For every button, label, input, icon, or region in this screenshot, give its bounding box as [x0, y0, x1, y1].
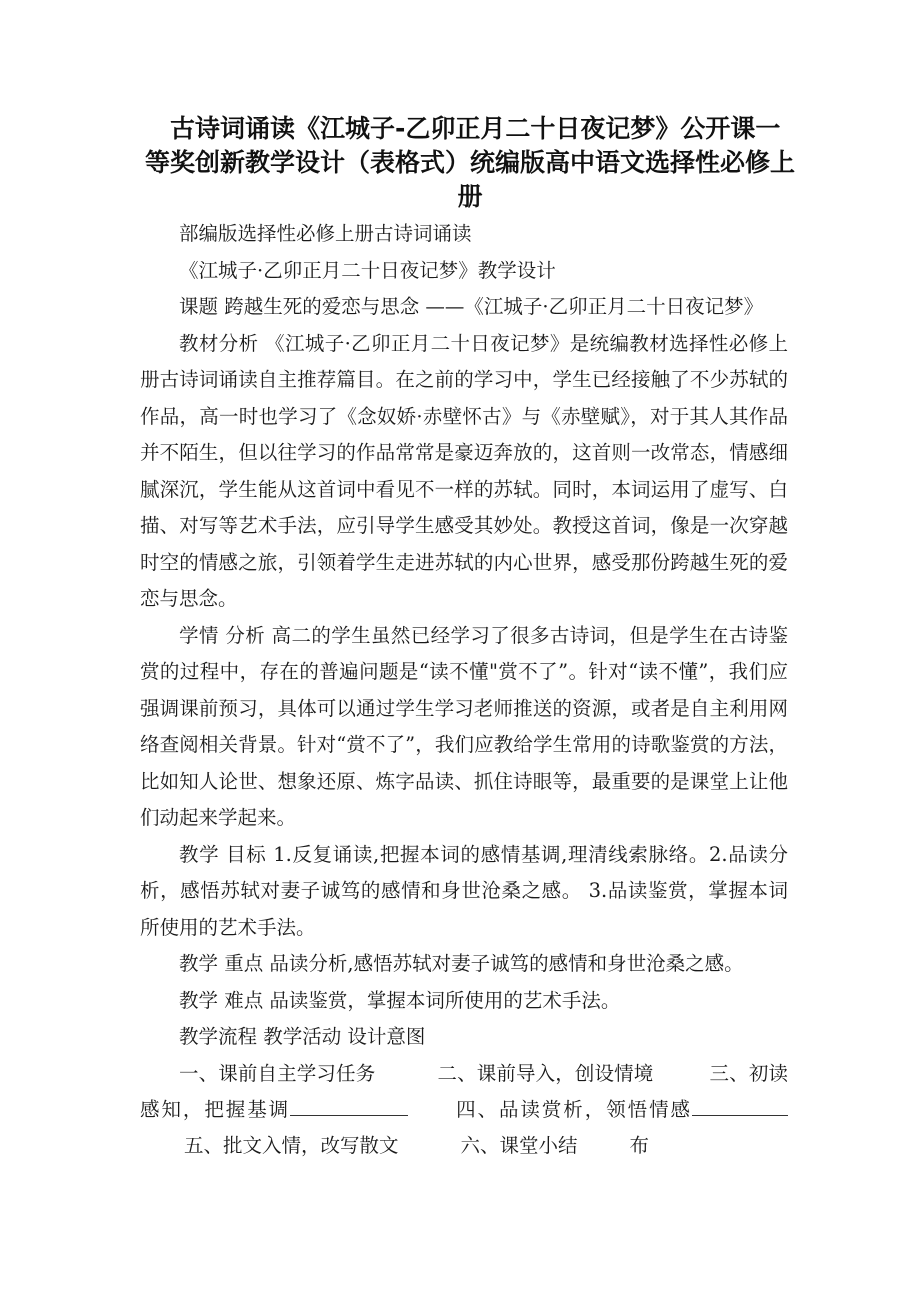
lesson-topic: 课题 跨越生死的爱恋与思念 ——《江城子·乙卯正月二十日夜记梦》 [179, 295, 764, 318]
teaching-difficulties: 教学 难点 品读鉴赏，掌握本词所使用的艺术手法。 [179, 988, 621, 1012]
flow-header: 教学流程 教学活动 设计意图 [179, 1025, 426, 1048]
title-line-3: 册 [457, 182, 483, 211]
flow-step-3: 初读感知，把握基调 [140, 1061, 788, 1121]
document-title [140, 112, 800, 214]
flow-step-5: 五、批文入情，改写散文 [184, 1133, 399, 1157]
flow-step-4: 四、品读赏析，领悟情感 [454, 1097, 692, 1121]
flow-step-3-number: 三、 [709, 1061, 749, 1085]
fill-in-blank [692, 1093, 788, 1116]
subtitle-textbook: 部编版选择性必修上册古诗词诵读 [179, 222, 472, 245]
flow-step-7: 布 [629, 1133, 650, 1157]
title-line-1: 古诗词诵读《江城子-乙卯正月二十日夜记梦》公开课一 [170, 114, 781, 143]
teaching-goals: 教学 目标 1.反复诵读,把握本词的感情基调,理清线索脉络。2.品读分析，感悟苏轼对妻子诚笃的感情和身世沧桑之感。 3.品读鉴赏，掌握本词所使用的艺术手法。 [140, 842, 788, 939]
document-body [140, 216, 788, 1164]
flow-step-6: 六、课堂小结 [460, 1133, 578, 1157]
flow-step-1: 一、课前自主学习任务 [179, 1061, 376, 1085]
teaching-flow [140, 1056, 788, 1164]
teaching-key-points: 教学 重点 品读分析,感悟苏轼对妻子诚笃的感情和身世沧桑之感。 [179, 952, 744, 975]
title-line-2: 等奖创新教学设计（表格式）统编版高中语文选择性必修上 [144, 148, 795, 177]
subtitle-design: 《江城子·乙卯正月二十日夜记梦》教学设计 [179, 258, 556, 282]
fill-in-blank [290, 1093, 408, 1116]
student-analysis: 学情 分析 高二的学生虽然已经学习了很多古诗词，但是学生在古诗鉴赏的过程中，存在的普遍问题是“读不懂"赏不了”。针对“读不懂”，我们应强调课前预习，具体可以通过学生学习老师推送的资源，或者是自主利用网络查阅相关背景。针对“赏不了”，我们应教给学生常用的诗歌鉴赏的方法，比如知人论世、想象还原、炼字品读、抓住诗眼等，最重要的是课堂上让他们动起来学起来。 [140, 623, 788, 829]
textbook-analysis: 教材分析 《江城子·乙卯正月二十日夜记梦》是统编教材选择性必修上册古诗词诵读自主推荐篇目。在之前的学习中，学生已经接触了不少苏轼的作品，高一时也学习了《念奴娇·赤壁怀古》与《赤壁赋》，对于其人其作品并不陌生，但以往学习的作品常常是豪迈奔放的，这首则一改常态，情感细腻深沉，学生能从这首词中看见不一样的苏轼。同时，本词运用了虚写、白描、对写等艺术手法，应引导学生感受其妙处。教授这首词，像是一次穿越时空的情感之旅，引领着学生走进苏轼的内心世界，感受那份跨越生死的爱恋与思念。 [140, 331, 788, 610]
flow-step-2: 二、课前导入，创设情境 [437, 1061, 654, 1085]
